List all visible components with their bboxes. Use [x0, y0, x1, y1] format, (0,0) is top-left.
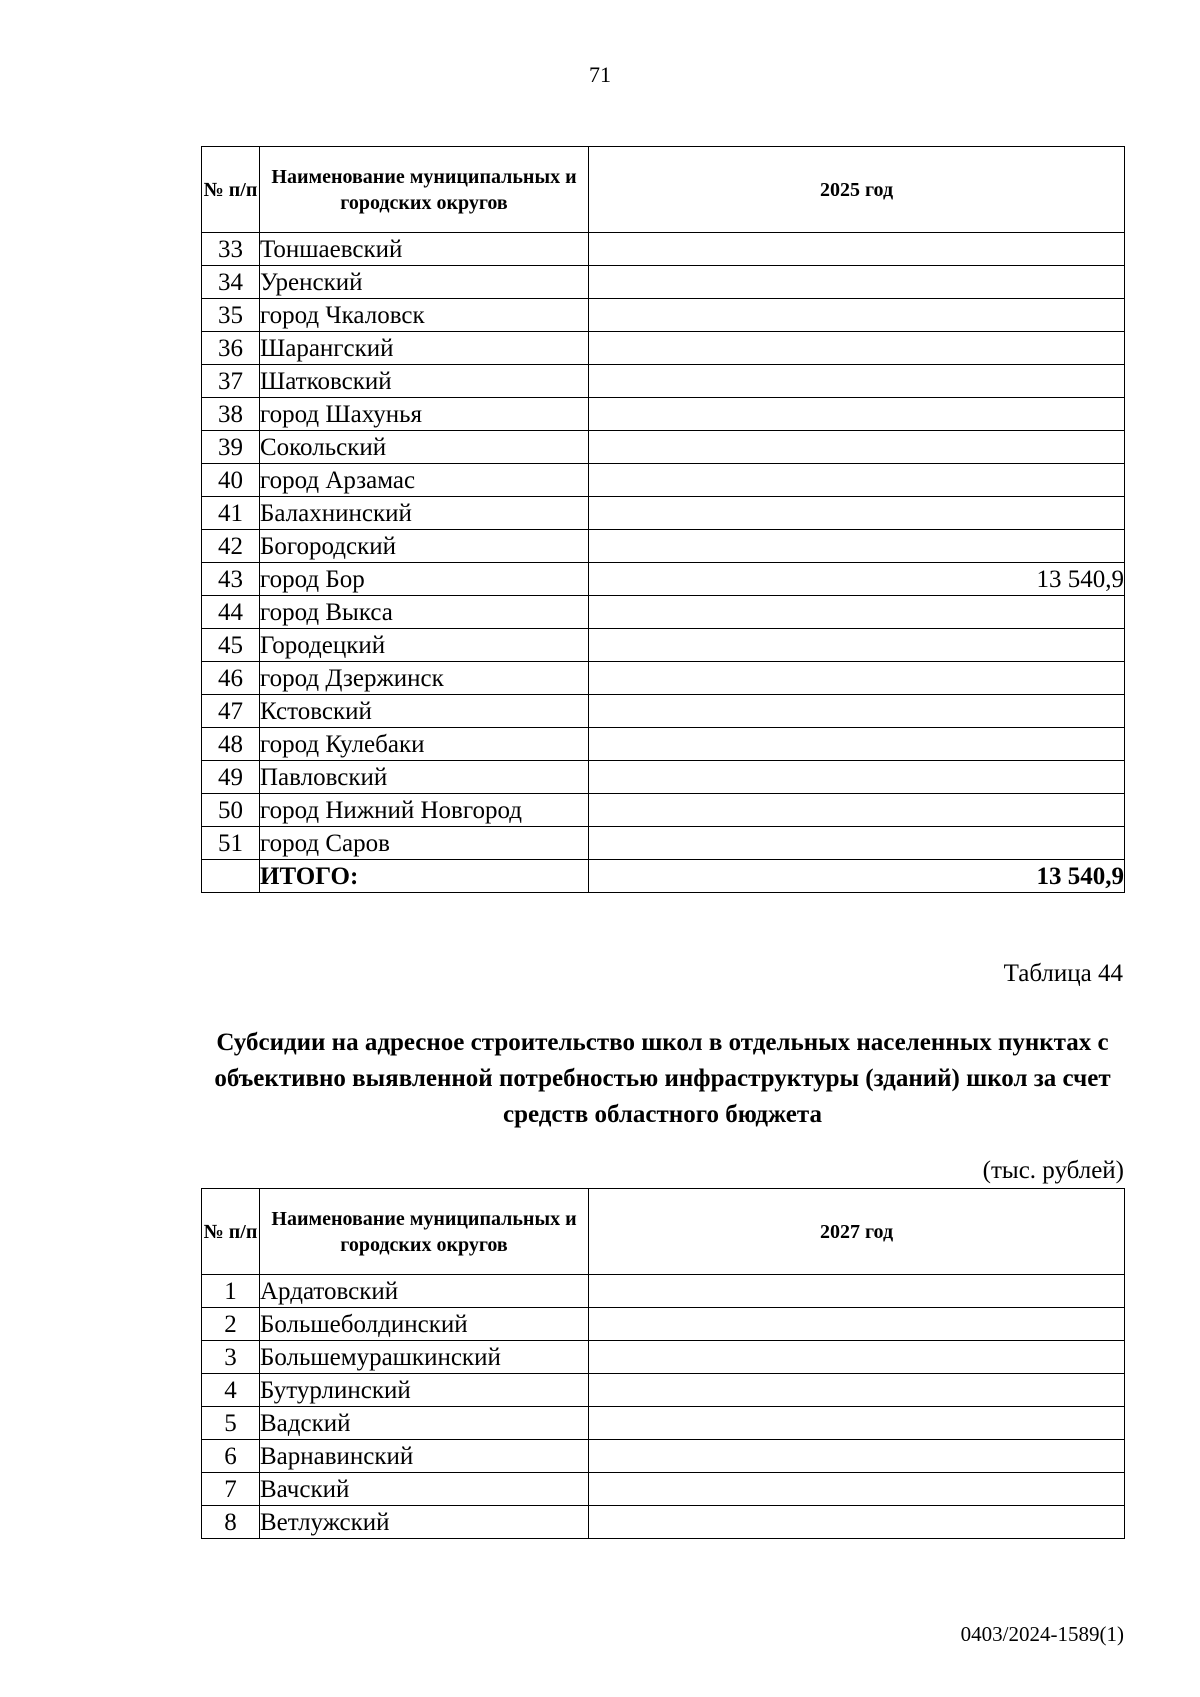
row-name: Большеболдинский	[260, 1308, 589, 1341]
row-number: 36	[202, 332, 260, 365]
row-value	[589, 299, 1125, 332]
page-number: 71	[589, 62, 611, 87]
table-number-label: Таблица 44	[1003, 960, 1123, 987]
row-name: Шарангский	[260, 332, 589, 365]
header-num	[202, 1189, 260, 1275]
row-number: 33	[202, 233, 260, 266]
row-value	[589, 1440, 1125, 1473]
header-year-text: 2027 год	[819, 1220, 894, 1243]
table-row	[202, 827, 1125, 860]
row-number: 46	[202, 662, 260, 695]
row-value	[589, 332, 1125, 365]
row-value	[589, 1506, 1125, 1539]
table-row	[202, 1341, 1125, 1374]
subsidy-table-2025	[201, 146, 1125, 893]
table-row	[202, 1407, 1125, 1440]
table-header-row	[202, 1189, 1125, 1275]
table-row	[202, 1440, 1125, 1473]
header-year	[589, 147, 1125, 233]
row-number: 41	[202, 497, 260, 530]
row-name: Варнавинский	[260, 1440, 589, 1473]
row-value	[589, 662, 1125, 695]
table-row	[202, 662, 1125, 695]
table-header-row	[202, 147, 1125, 233]
header-num-text: № п/п	[203, 1220, 258, 1243]
row-number: 45	[202, 629, 260, 662]
row-name: Шатковский	[260, 365, 589, 398]
row-value	[589, 1374, 1125, 1407]
table-row	[202, 431, 1125, 464]
row-value	[589, 431, 1125, 464]
row-name: город Бор	[260, 563, 589, 596]
row-number: 4	[202, 1374, 260, 1407]
row-name: Сокольский	[260, 431, 589, 464]
table-row	[202, 266, 1125, 299]
row-number: 2	[202, 1308, 260, 1341]
row-name: город Выкса	[260, 596, 589, 629]
row-name: Городецкий	[260, 629, 589, 662]
header-year	[589, 1189, 1125, 1275]
row-value	[589, 1407, 1125, 1440]
table-row	[202, 233, 1125, 266]
row-value	[589, 1275, 1125, 1308]
table-row	[202, 497, 1125, 530]
row-name: город Арзамас	[260, 464, 589, 497]
row-number: 44	[202, 596, 260, 629]
row-number: 8	[202, 1506, 260, 1539]
row-name: Вачский	[260, 1473, 589, 1506]
table-row	[202, 596, 1125, 629]
table-title: Субсидии на адресное строительство школ в отдельных населенных пунктах с объективно выявленной потребностью инфраструктуры (зданий) школ за счет средств областного бюджета	[214, 1029, 1111, 1128]
row-name: Ветлужский	[260, 1506, 589, 1539]
row-value	[589, 233, 1125, 266]
row-value	[589, 365, 1125, 398]
table-row	[202, 299, 1125, 332]
table-row	[202, 398, 1125, 431]
subsidy-table-2027	[201, 1188, 1125, 1539]
header-name	[260, 1189, 589, 1275]
row-name: Балахнинский	[260, 497, 589, 530]
table-row	[202, 695, 1125, 728]
row-value	[589, 530, 1125, 563]
row-value: 13 540,9	[589, 563, 1125, 596]
row-name: Павловский	[260, 761, 589, 794]
row-value	[589, 695, 1125, 728]
row-value	[589, 794, 1125, 827]
row-value	[589, 761, 1125, 794]
row-number: 47	[202, 695, 260, 728]
table-row	[202, 1308, 1125, 1341]
row-name: город Кулебаки	[260, 728, 589, 761]
row-value	[589, 629, 1125, 662]
row-value	[589, 1341, 1125, 1374]
row-number: 39	[202, 431, 260, 464]
row-value	[589, 398, 1125, 431]
row-name: Ардатовский	[260, 1275, 589, 1308]
row-number: 7	[202, 1473, 260, 1506]
table-row	[202, 365, 1125, 398]
row-number: 51	[202, 827, 260, 860]
table-row	[202, 1506, 1125, 1539]
header-year-text: 2025 год	[819, 178, 894, 201]
row-number: 6	[202, 1440, 260, 1473]
total-row	[202, 860, 1125, 893]
row-number: 48	[202, 728, 260, 761]
table-row	[202, 464, 1125, 497]
row-name: город Дзержинск	[260, 662, 589, 695]
document-code: 0403/2024-1589(1)	[960, 1622, 1124, 1646]
row-name: город Саров	[260, 827, 589, 860]
row-name: Уренский	[260, 266, 589, 299]
row-value	[589, 1308, 1125, 1341]
total-label: ИТОГО:	[260, 860, 589, 893]
row-name: Бутурлинский	[260, 1374, 589, 1407]
row-name: Вадский	[260, 1407, 589, 1440]
row-name: город Шахунья	[260, 398, 589, 431]
row-number: 35	[202, 299, 260, 332]
table-row	[202, 728, 1125, 761]
row-value	[589, 497, 1125, 530]
row-value	[589, 464, 1125, 497]
header-name-text: Наименование муниципальных и городских округов	[271, 165, 577, 214]
table-row	[202, 332, 1125, 365]
row-value	[589, 827, 1125, 860]
table-row	[202, 1275, 1125, 1308]
row-number: 49	[202, 761, 260, 794]
total-value: 13 540,9	[589, 860, 1125, 893]
units-label: (тыс. рублей)	[982, 1157, 1124, 1184]
row-number: 50	[202, 794, 260, 827]
table-row	[202, 1473, 1125, 1506]
table-row	[202, 629, 1125, 662]
row-number: 40	[202, 464, 260, 497]
row-number: 34	[202, 266, 260, 299]
table-row	[202, 761, 1125, 794]
row-value	[589, 266, 1125, 299]
row-number: 43	[202, 563, 260, 596]
row-number: 37	[202, 365, 260, 398]
row-name: Богородский	[260, 530, 589, 563]
table-row	[202, 794, 1125, 827]
row-number: 5	[202, 1407, 260, 1440]
row-number: 38	[202, 398, 260, 431]
row-number: 3	[202, 1341, 260, 1374]
header-name-text: Наименование муниципальных и городских округов	[271, 1207, 577, 1256]
row-value	[589, 1473, 1125, 1506]
total-num-cell	[202, 860, 260, 893]
row-number: 1	[202, 1275, 260, 1308]
row-name: город Нижний Новгород	[260, 794, 589, 827]
header-num	[202, 147, 260, 233]
table-row	[202, 530, 1125, 563]
header-name	[260, 147, 589, 233]
row-value	[589, 728, 1125, 761]
row-value	[589, 596, 1125, 629]
table-row	[202, 563, 1125, 596]
header-num-text: № п/п	[203, 178, 258, 201]
row-name: город Чкаловск	[260, 299, 589, 332]
table-row	[202, 1374, 1125, 1407]
row-name: Тоншаевский	[260, 233, 589, 266]
row-name: Большемурашкинский	[260, 1341, 589, 1374]
row-name: Кстовский	[260, 695, 589, 728]
row-number: 42	[202, 530, 260, 563]
